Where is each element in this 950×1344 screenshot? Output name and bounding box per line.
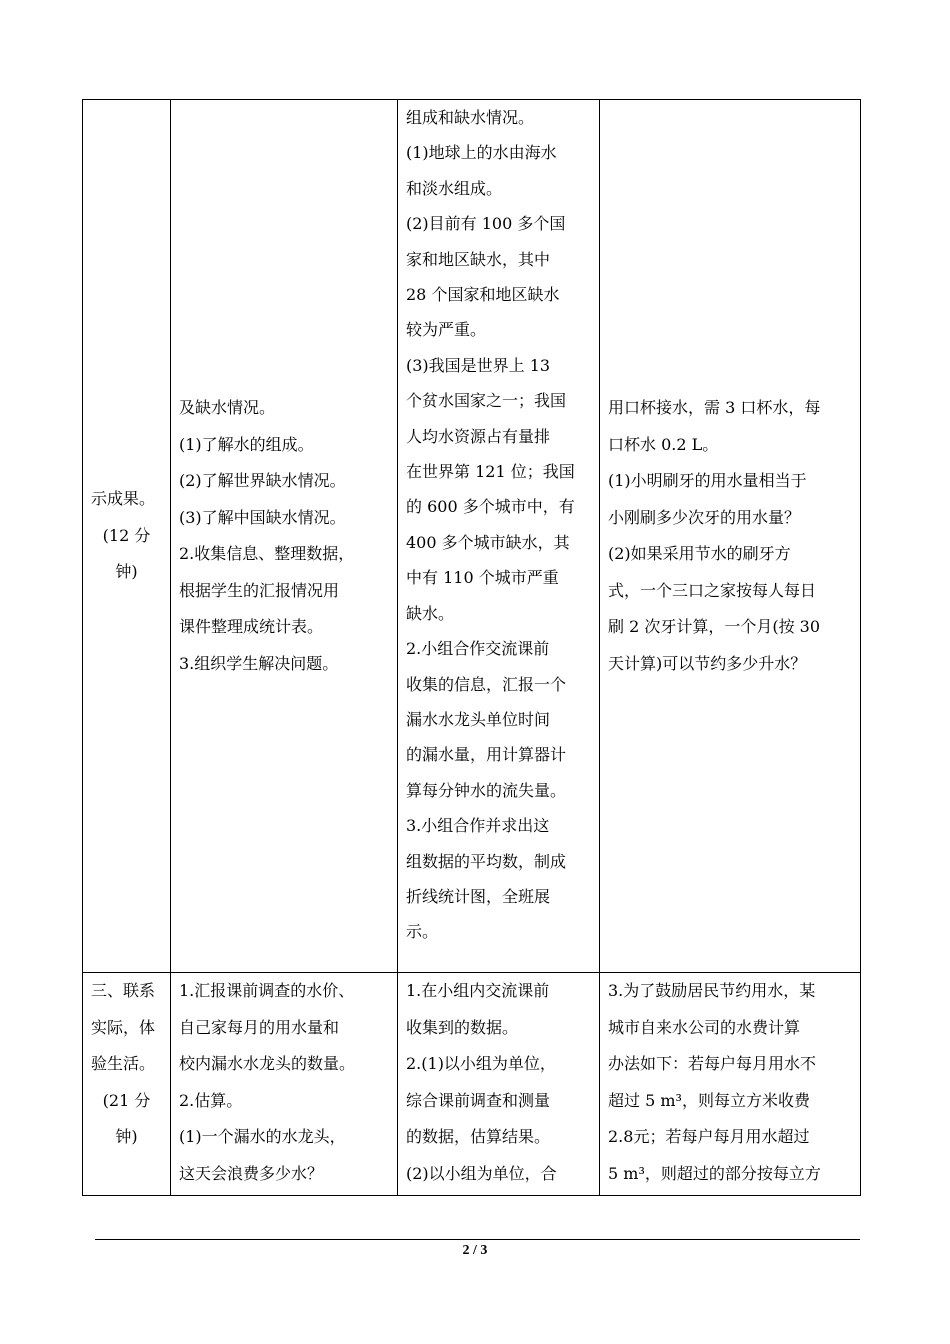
- text-line: 收集到的数据。: [406, 1017, 519, 1037]
- text-line: 28 个国家和地区缺水: [406, 285, 560, 305]
- text-line: 口杯水 0.2 L。: [608, 434, 719, 454]
- exercise-cell: [600, 973, 861, 1196]
- text-line: 用口杯接水，需 3 口杯水，每: [608, 398, 821, 417]
- text-line: 和淡水组成。: [406, 178, 503, 198]
- text-line: 5 m³，则超过的部分按每立方: [608, 1163, 821, 1183]
- student-activity-cell: [398, 973, 600, 1196]
- text-line: (3)了解中国缺水情况。: [179, 507, 346, 527]
- text-line: 较为严重。: [406, 320, 487, 340]
- text-line: 的 600 多个城市中，有: [406, 497, 575, 517]
- text-line: 2.收集信息、整理数据，: [179, 544, 355, 563]
- text-line: 2.(1)以小组为单位，: [406, 1054, 556, 1073]
- text-line: 刷 2 次牙计算，一个月(按 30: [608, 617, 821, 636]
- stage-cell: [83, 100, 171, 973]
- text-line: 自己家每月的用水量和: [179, 1017, 340, 1037]
- text-line: 算每分钟水的流失量。: [406, 780, 567, 800]
- text-line: 综合课前调查和测量: [406, 1090, 551, 1110]
- table-row-show-results: [83, 100, 861, 973]
- teacher-activity-cell: [171, 100, 398, 973]
- stage-cell: [83, 973, 171, 1196]
- text-line: 组数据的平均数，制成: [406, 851, 567, 871]
- text-line: 家和地区缺水，其中: [406, 249, 551, 269]
- footer-divider: [95, 1239, 860, 1240]
- text-line: 1.汇报课前调查的水价、: [179, 981, 355, 1000]
- text-line: 个贫水国家之一；我国: [406, 391, 567, 411]
- text-line: (2)以小组为单位，合: [406, 1163, 557, 1183]
- text-line: 漏水水龙头单位时间: [406, 709, 551, 729]
- text-line: 3.为了鼓励居民节约用水，某: [608, 981, 816, 1000]
- text-line: 示。: [406, 922, 439, 942]
- text-line: (1)小明刷牙的用水量相当于: [608, 471, 807, 490]
- text-line: 2.小组合作交流课前: [406, 639, 550, 659]
- text-line: 折线统计图，全班展: [406, 886, 551, 906]
- page-number: 2 / 3: [462, 1243, 488, 1258]
- text-line: 小刚刷多少次牙的用水量？: [608, 507, 801, 527]
- table-row-real-life: [83, 973, 861, 1196]
- stage-line: 三、联系: [91, 981, 156, 1000]
- text-line: 2.估算。: [179, 1090, 243, 1110]
- text-line: 中有 110 个城市严重: [406, 568, 559, 588]
- text-line: 的漏水量，用计算器计: [406, 745, 567, 765]
- text-line: 的数据，估算结果。: [406, 1127, 551, 1146]
- text-line: 根据学生的汇报情况用: [179, 580, 340, 600]
- stage-line: (12 分: [102, 525, 151, 545]
- text-line: 天计算)可以节约多少升水？: [608, 653, 807, 673]
- stage-line: 验生活。: [91, 1054, 156, 1073]
- text-line: 及缺水情况。: [179, 398, 276, 417]
- text-line: 校内漏水水龙头的数量。: [179, 1054, 356, 1073]
- text-line: (1)一个漏水的水龙头，: [179, 1127, 346, 1146]
- lesson-plan-table: [82, 99, 861, 1196]
- text-line: 这天会浪费多少水？: [179, 1163, 324, 1183]
- text-line: 3.小组合作并求出这: [406, 816, 550, 836]
- text-line: 人均水资源占有量排: [406, 426, 551, 446]
- stage-line: (21 分: [102, 1090, 151, 1110]
- text-line: (3)我国是世界上 13: [406, 355, 551, 375]
- text-line: (2)目前有 100 多个国: [406, 214, 566, 234]
- text-line: 1.在小组内交流课前: [406, 981, 550, 1000]
- teacher-activity-cell: [171, 973, 398, 1196]
- text-line: (2)如果采用节水的刷牙方: [608, 544, 791, 563]
- text-line: 2.8元；若每户每月用水超过: [608, 1127, 810, 1146]
- text-line: (1)地球上的水由海水: [406, 143, 557, 163]
- text-line: 式，一个三口之家按每人每日: [608, 580, 817, 600]
- text-line: 城市自来水公司的水费计算: [608, 1017, 801, 1037]
- exercise-cell: [600, 100, 861, 973]
- text-line: 400 多个城市缺水，其: [406, 532, 570, 552]
- text-line: 收集的信息，汇报一个: [406, 674, 567, 694]
- text-line: (1)了解水的组成。: [179, 434, 314, 454]
- stage-line: 示成果。: [91, 489, 156, 509]
- text-line: 课件整理成统计表。: [179, 617, 324, 636]
- student-activity-cell: [398, 100, 600, 973]
- stage-line: 钟): [115, 562, 138, 582]
- text-line: (2)了解世界缺水情况。: [179, 471, 346, 490]
- text-line: 办法如下：若每户每月用水不: [608, 1054, 817, 1073]
- stage-line: 实际，体: [91, 1017, 156, 1037]
- text-line: 在世界第 121 位；我国: [406, 462, 575, 482]
- text-line: 缺水。: [406, 603, 455, 623]
- text-line: 超过 5 m³，则每立方米收费: [608, 1090, 810, 1110]
- text-line: 组成和缺水情况。: [406, 108, 535, 127]
- text-line: 3.组织学生解决问题。: [179, 653, 339, 673]
- stage-line: 钟): [115, 1127, 138, 1146]
